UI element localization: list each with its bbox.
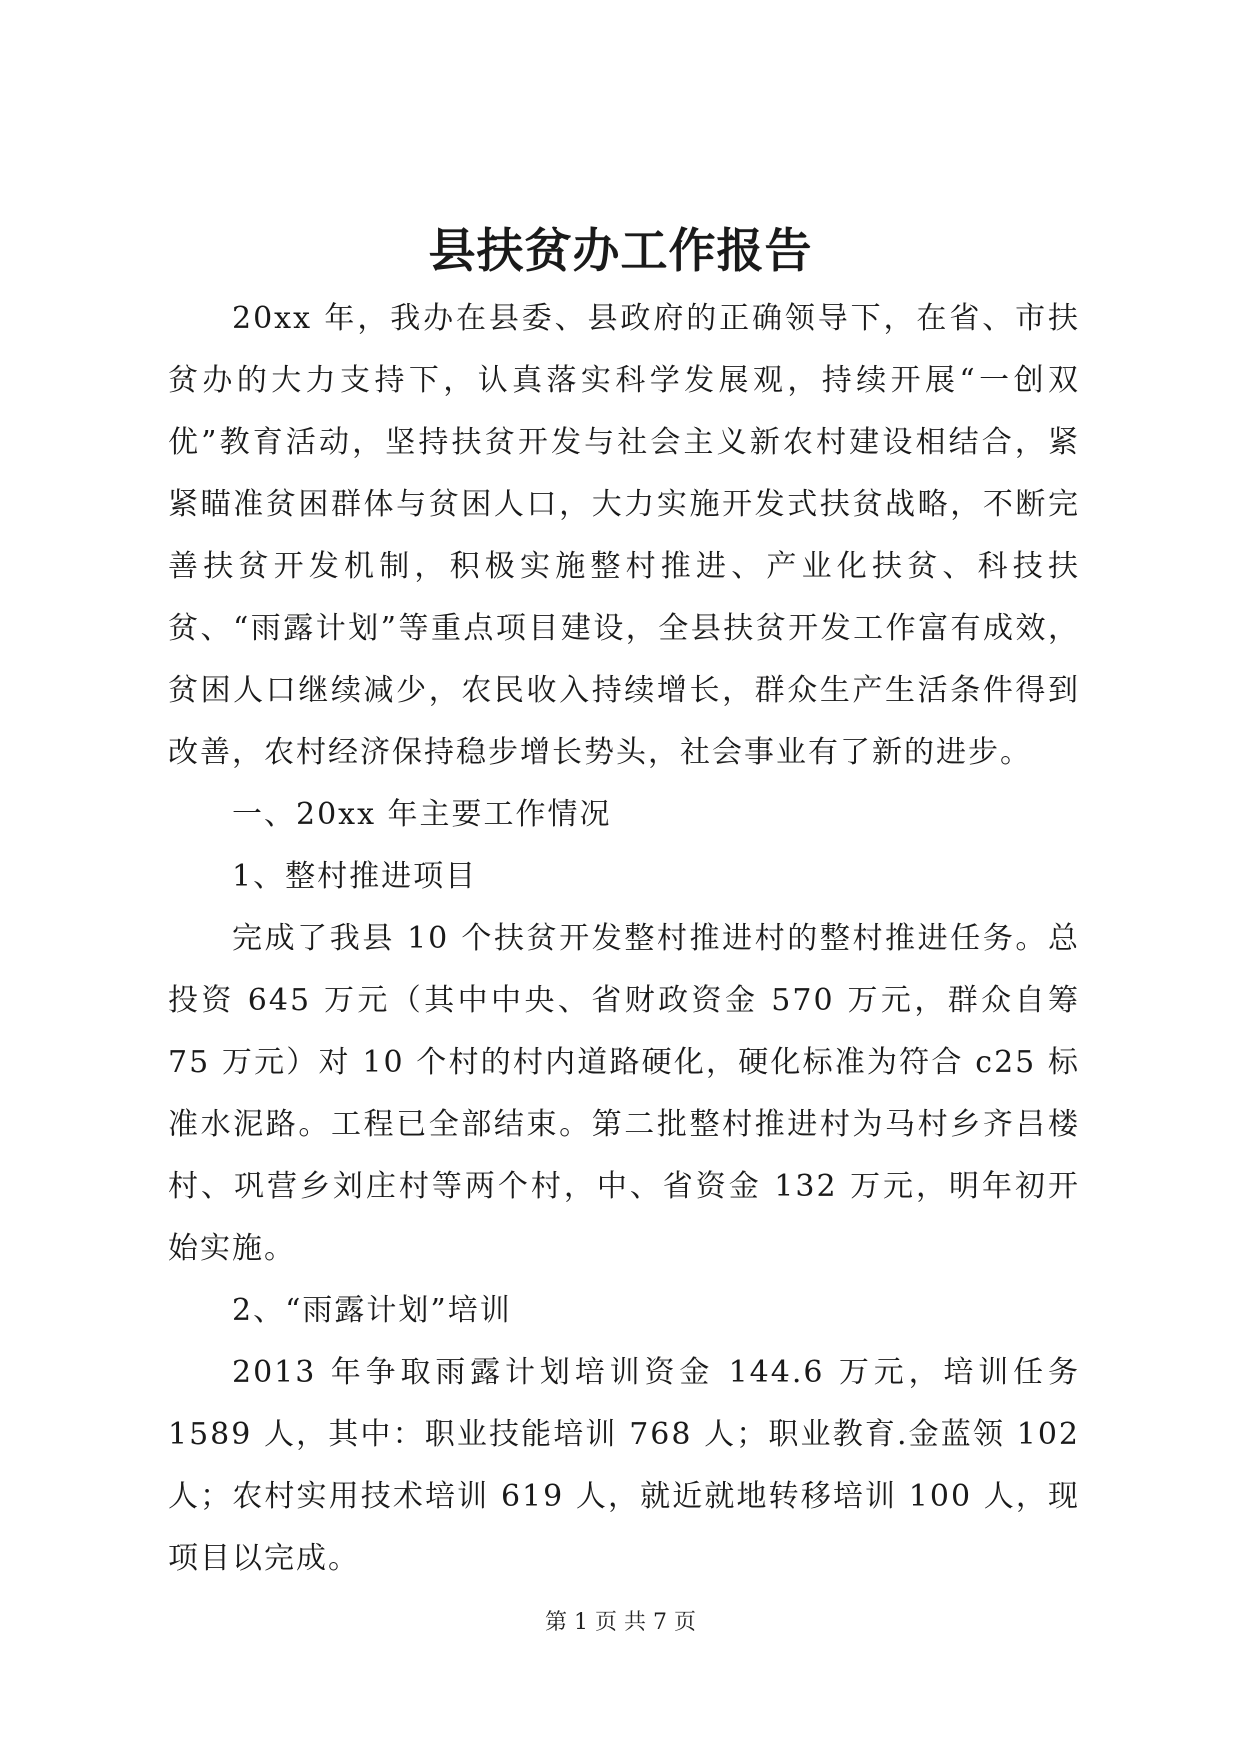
paragraph-village-project: 完成了我县 10 个扶贫开发整村推进村的整村推进任务。总投资 645 万元（其中中央、省财政资金 570 万元，群众自筹 75 万元）对 10 个村的村内道路硬化，硬化标准为符合 c25 标准水泥路。工程已全部结束。第二批整村推进村为马村乡齐吕楼村、巩营乡刘庄村等两个村，中、省资金 132 万元，明年初开始实施。 — [168, 921, 1080, 1266]
page-number-footer: 第 1 页 共 7 页 — [545, 1610, 696, 1635]
subheading-yulu-training: 2、“雨露计划”培训 — [232, 1293, 512, 1328]
paragraph-intro: 20xx 年，我办在县委、县政府的正确领导下，在省、市扶贫办的大力支持下，认真落实科学发展观，持续开展“一创双优”教育活动，坚持扶贫开发与社会主义新农村建设相结合，紧紧瞄准贫困群体与贫困人口，大力实施开发式扶贫战略，不断完善扶贫开发机制，积极实施整村推进、产业化扶贫、科技扶贫、“雨露计划”等重点项目建设，全县扶贫开发工作富有成效，贫困人口继续减少，农民收入持续增长，群众生产生活条件得到改善，农村经济保持稳步增长势头，社会事业有了新的进步。 — [168, 301, 1080, 770]
subheading-village-project: 1、整村推进项目 — [232, 859, 478, 894]
document-title: 县扶贫办工作报告 — [428, 224, 813, 279]
section-heading-main-work: 一、20xx 年主要工作情况 — [232, 797, 612, 832]
paragraph-yulu-training: 2013 年争取雨露计划培训资金 144.6 万元，培训任务 1589 人，其中：职业技能培训 768 人；职业教育.金蓝领 102 人；农村实用技术培训 619 人，就近就地转移培训 100 人，现项目以完成。 — [168, 1355, 1080, 1576]
document-body — [168, 288, 1080, 1590]
